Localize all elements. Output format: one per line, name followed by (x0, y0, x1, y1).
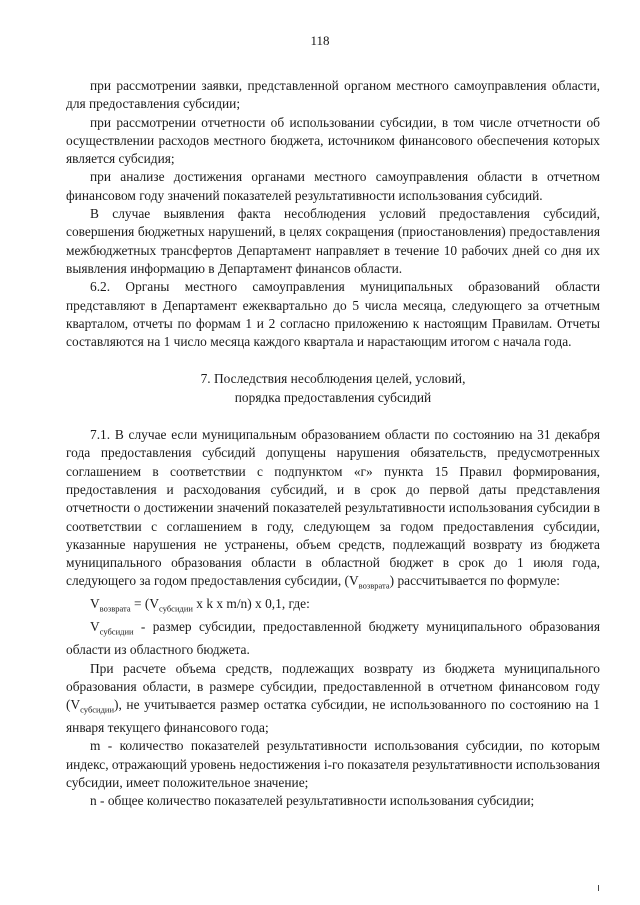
subscript: возврата (358, 581, 390, 592)
definition-m: m - количество показателей результативности использования субсидии, по которым индекс, отражающий уровень недостижения i-го показателя результативности использования субсидии, имеет положительное значение; (66, 738, 600, 791)
definition-variable: V (90, 619, 100, 635)
subscript: субсидии (159, 604, 193, 615)
definition-v (66, 618, 600, 659)
paragraph: при рассмотрении заявки, представленной органом местного самоуправления области, для предоставления субсидии; (66, 78, 600, 112)
subscript: субсидии (99, 627, 134, 638)
definition-n: n - общее количество показателей результативности использования субсидии; (90, 793, 535, 809)
document-body (66, 77, 600, 811)
formula-text: x k x m/n) x 0,1, где: (192, 596, 310, 612)
paragraph-calculation (66, 660, 600, 738)
paragraph: В случае выявления факта несоблюдения условий предоставления субсидий, совершения бюджетных нарушений, в целях сокращения (приостановления) предоставления межбюджетных трансфертов Департамент направляет в течение 10 рабочих дней со дня их выявления информацию в Департамент финансов области. (66, 206, 600, 276)
paragraph-text: 7.1. В случае если муниципальным образованием области по состоянию на 31 декабря года предоставления субсидий допущены нарушения обязательств, предусмотренных соглашением в соответствии с подпунктом «г» пункта 15 Правил формирования, предоставления и расходования субсидий, и в срок до первой даты представления отчетности о достижении значений показателей результативности использования субсидии в соответствии с соглашением в году, следующем за годом предоставления субсидии, указанные нарушения не устранены, объем средств, подлежащий возврату из бюджета муниципального образования области в областной бюджет в срок до 1 июля года, следующего за годом предоставления субсидии, (V (66, 427, 600, 589)
paragraph: при анализе достижения органами местного самоуправления области в отчетном финансовом году значений показателей результативности использования субсидий. (66, 169, 600, 203)
formula-variable: V (90, 596, 100, 612)
section-heading-line: порядка предоставления субсидий (234, 389, 432, 405)
definition-text: - размер субсидии, предоставленной бюджету муниципального образования области из областного бюджета. (66, 619, 600, 658)
page-number: 118 (310, 33, 330, 48)
scan-mark (598, 885, 599, 891)
section-heading-line: 7. Последствия несоблюдения целей, условий, (200, 371, 466, 387)
subscript: субсидии (80, 704, 115, 715)
paragraph-text: При расчете объема средств, подлежащих возврату из бюджета муниципального образования области, в размере субсидии, предоставленной в отчетном финансовом году (V (66, 660, 600, 713)
subscript: возврата (99, 604, 131, 615)
paragraph-text: ) рассчитывается по формуле: (389, 573, 560, 589)
paragraph-7-1 (66, 426, 600, 595)
paragraph-text: ), не учитывается размер остатка субсидии, не использованного по состоянию на 1 января текущего финансового года; (66, 697, 600, 736)
paragraph: при рассмотрении отчетности об использовании субсидии, в том числе отчетности об осуществлении расходов местного бюджета, источником финансового обеспечения которых является субсидия; (66, 114, 600, 167)
section-heading (66, 370, 600, 407)
formula-text: = (V (130, 596, 160, 612)
paragraph: 6.2. Органы местного самоуправления муниципальных образований области представляют в Департамент ежеквартально до 5 числа месяца, следующего за отчетным кварталом, отчеты по формам 1 и 2 согласно приложению к настоящим Правилам. Отчеты составляются на 1 число месяца каждого квартала и нарастающим итогом с начала года. (66, 279, 600, 350)
formula (66, 595, 600, 618)
